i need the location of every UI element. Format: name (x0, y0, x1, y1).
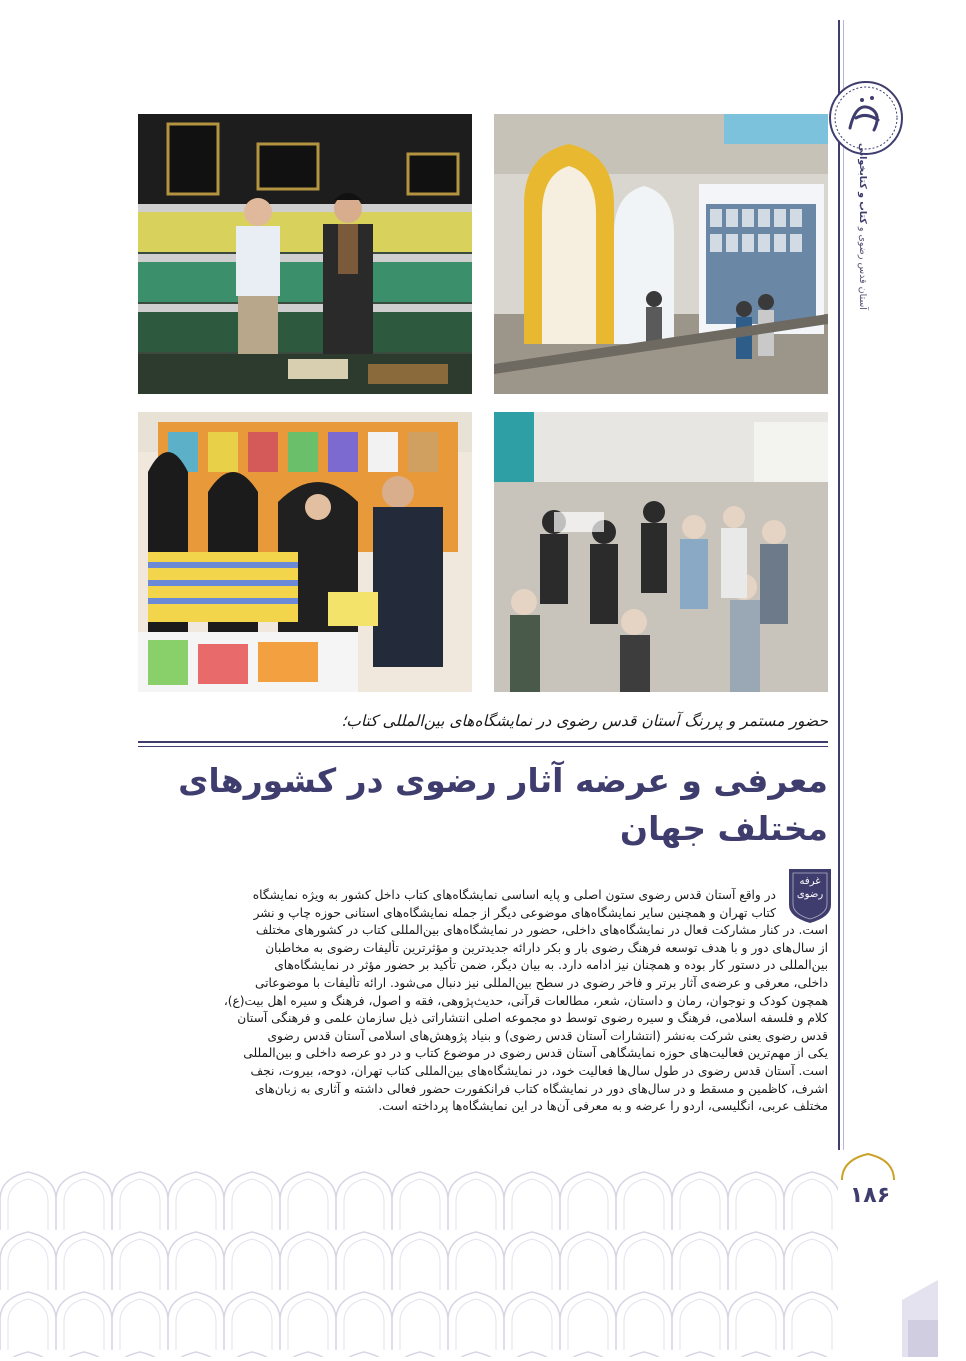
title-rule (138, 741, 828, 743)
body-line: از سال‌های دور و با هدف توسعه فرهنگ رضوی بار و بکر دارائه جدیدترین و مؤثرترین تألیفات رضوی به مخاطبان (265, 940, 828, 955)
bottom-ornament (0, 1170, 838, 1357)
badge-line1: غرفه (799, 876, 821, 887)
body-line: است. در کنار مشارکت فعال در نمایشگاه‌های داخلی، حضور در نمایشگاه‌های بین‌المللی کتاب در کشورهای مختلف (255, 923, 828, 938)
photo-booth-arch (494, 114, 828, 394)
sidebar-caption-text: آستان قدس رضوی و (857, 226, 868, 310)
article-title: معرفی و عرضه آثار رضوی در کشورهای مختلف جهان (178, 761, 828, 848)
sidebar-rule-thin (843, 20, 844, 1170)
body-line: اشرف، کاظمین و مسقط و در سال‌های دور در نمایشگاه کتاب فرانکفورت حضور فعالی داشته و آثاری به زبان‌های (255, 1081, 828, 1096)
body-line: کلام و فلسفه اسلامی، فرهنگ و سیره رضوی توسط دو مجموعه اصلی انتشاراتی ذیل سازمان علمی و فرهنگی آستان (237, 1011, 828, 1026)
body-line: مختلف عربی، انگلیسی، اردو را عرضه و به معرفی آن‌ها در این نمایشگاه‌ها پرداخته است. (378, 1099, 828, 1114)
page-number: ۱۸۶ (849, 1183, 891, 1208)
page-number-block (838, 1150, 938, 1357)
photo-crowd (494, 412, 828, 692)
badge-line2: رضوی (796, 889, 824, 900)
sidebar-rule (838, 20, 840, 1170)
body-line: بین‌المللی در دستور کار بوده و همچنان نیز ادامه دارد. به بیان دیگر، ضمن تأکید بر حضور مؤثر در نمایشگاه‌های (274, 958, 828, 973)
photo-book-buyers (138, 412, 472, 692)
body-line: در واقع آستان قدس رضوی ستون اصلی و پایه اساسی نمایشگاه‌های کتاب داخل کشور به ویژه نمایشگاه (252, 888, 776, 902)
body-line: همچون کودک و نوجوان، رمان و داستان، شعر، مطالعات قرآنی، حدیث‌پژوهی، فقه و اصول، فرهنگ و سیره اهل بیت(ع)، (223, 993, 828, 1008)
sidebar-caption-bold: کتاب و کتابخوانی (857, 143, 868, 224)
body-line: است. آستان قدس رضوی در طول سال‌ها فعالیت خود، در نمایشگاه‌های بین‌المللی کتاب تهران، دوحه، بیروت، نجف (250, 1063, 828, 1078)
photo-bookshelf-men (138, 114, 472, 394)
sidebar-caption (846, 140, 868, 310)
body-line: قدس رضوی یعنی شرکت به‌نشر (انتشارات آستان قدس رضوی) و بنیاد پژوهش‌های اسلامی آستان قدس رضوی (267, 1028, 828, 1043)
body-line: کتاب تهران و همچنین سایر نمایشگاه‌های موضوعی دیگر از جمله نمایشگاه‌های استانی حوزه چاپ و نشر (253, 905, 776, 920)
subtitle: حضور مستمر و پررنگ آستان قدس رضوی در نمایشگاه‌های بین‌المللی کتاب؛ (341, 712, 828, 730)
body-line: داخلی، معرفی و عرضه‌ی آثار برتر و فاخر رضوی در سطح بین‌المللی نیز دنبال می‌شود. ارائه تألیفات با موضوعاتی (255, 975, 828, 990)
title-rule-thin (138, 746, 828, 747)
article-body (138, 887, 828, 1116)
body-line: یکی از مهم‌ترین فعالیت‌های حوزه نمایشگاهی آستان قدس رضوی در موضوع کتاب و در دو عرصه داخلی و بین‌المللی (243, 1046, 828, 1061)
